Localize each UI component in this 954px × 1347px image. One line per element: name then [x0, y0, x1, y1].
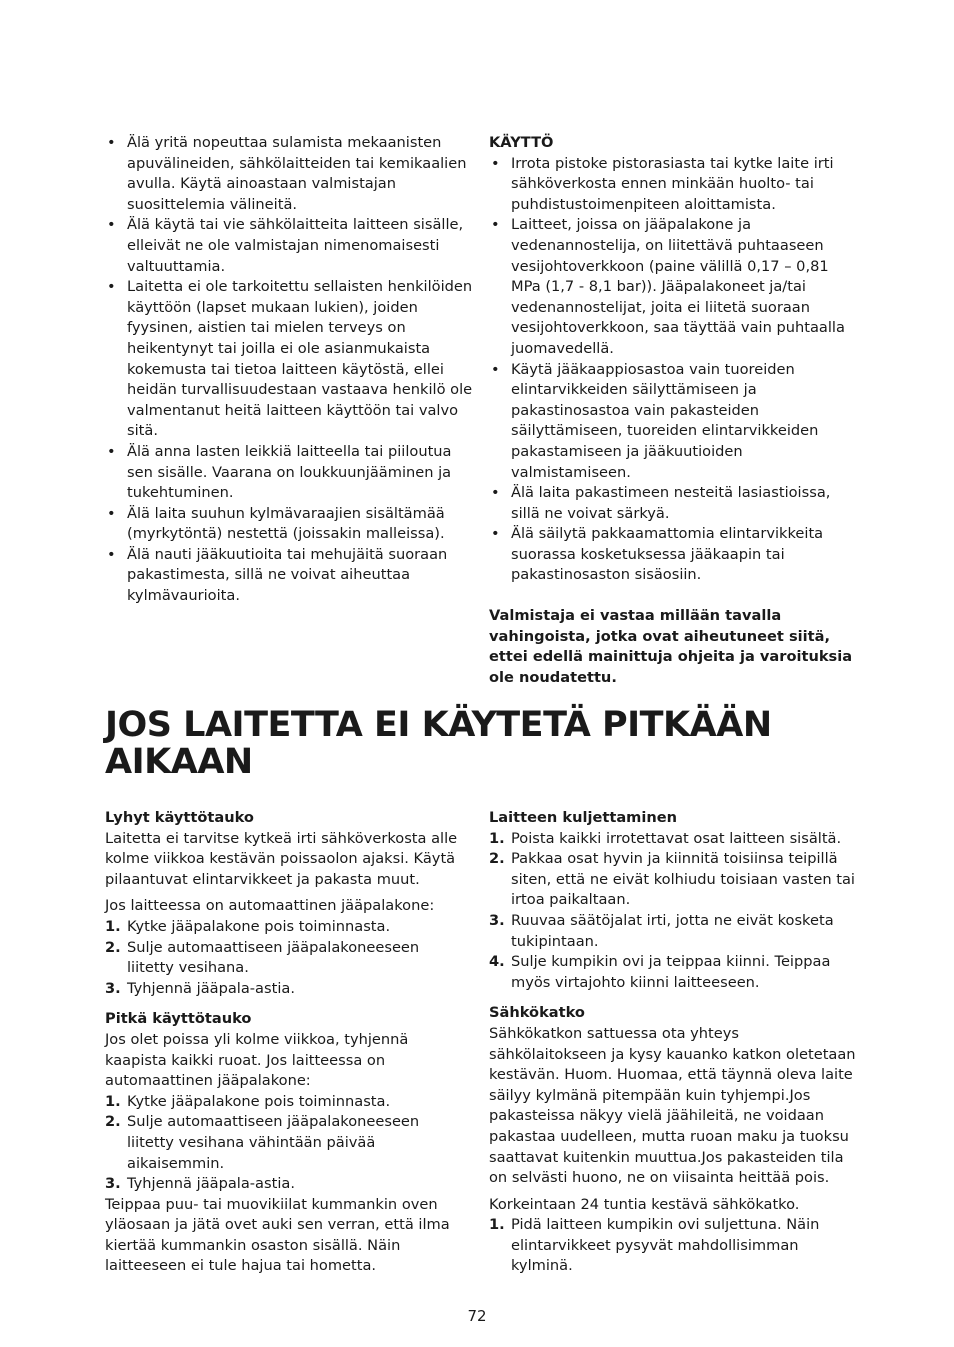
step-number: 1.	[489, 829, 505, 847]
bullet-item: • Älä säilytä pakkaamattomia elintarvikkeita suorassa kosketuksessa jääkaapin tai pakastinosaston sisäosiin.	[489, 524, 859, 586]
bullet-item: • Älä nauti jääkuutioita tai mehujäitä suoraan pakastimesta, sillä ne voivat aiheuttaa kylmävaurioita.	[105, 545, 475, 607]
step-number: 3.	[489, 911, 505, 929]
step-item	[489, 911, 859, 952]
safety-bullets-column	[105, 133, 475, 607]
bullet-item: • Älä laita suuhun kylmävaraajien sisältämää (myrkytöntä) nestettä (joissakin malleissa).	[105, 504, 475, 545]
step-item	[105, 917, 467, 938]
step-text: Poista kaikki irrotettavat osat laitteen sisältä.	[511, 829, 842, 847]
step-number: 3.	[105, 979, 121, 997]
liability-note: Valmistaja ei vastaa millään tavalla vahingoista, jotka ovat aiheutuneet siitä, ettei edellä mainittuja ohjeita ja varoituksia ole noudatettu.	[489, 607, 853, 686]
power-outage-text: Sähkökatkon sattuessa ota yhteys sähkölaitokseen ja kysy kauanko katkon oletetaan kestävän. Huom. Huomaa, että täynnä oleva laite säilyy kylmänä pitempään kuin tyhjempi.Jos pakasteissa näkyy vielä jäähileitä, ne voidaan pakastaa uudelleen, mutta ruoan maku ja tuoksu saattavat kuitenkin muuttua.Jos pakasteiden tila on selvästi huono, ne on viisainta heittää pois.	[489, 1024, 856, 1187]
usage-column	[489, 133, 859, 688]
section-title: JOS LAITETTA EI KÄYTETÄ PITKÄÄN AIKAAN	[105, 705, 772, 782]
step-number: 2.	[489, 850, 505, 868]
step-number: 2.	[105, 1113, 121, 1131]
step-item	[105, 1112, 467, 1174]
absence-column	[105, 808, 467, 1277]
step-text: Sulje automaattiseen jääpalakoneeseen liitetty vesihana vähintään päivää aikaisemmin.	[127, 1113, 420, 1172]
usage-heading: KÄYTTÖ	[489, 134, 554, 151]
step-item	[489, 952, 859, 993]
step-number: 2.	[105, 938, 121, 956]
short-break-steps	[105, 917, 467, 999]
step-number: 1.	[105, 1092, 121, 1110]
step-item	[489, 849, 859, 911]
short-break-heading: Lyhyt käyttötauko	[105, 809, 254, 826]
step-text: Sulje automaattiseen jääpalakoneeseen liitetty vesihana.	[127, 938, 420, 977]
usage-bullet-list	[489, 154, 859, 586]
long-break-after-text: Teippaa puu- tai muovikiilat kummankin oven yläosaan ja jätä ovet auki sen verran, että ilma kiertää kummankin osaston sisällä. Näin laitteeseen ei tule hajua tai hometta.	[105, 1195, 450, 1275]
step-item	[105, 1092, 467, 1113]
transport-power-column	[489, 808, 859, 1277]
step-number: 1.	[105, 917, 121, 935]
long-break-heading: Pitkä käyttötauko	[105, 1010, 252, 1028]
bullet-item: • Älä laita pakastimeen nesteitä lasiastioissa, sillä ne voivat särkyä.	[489, 483, 859, 524]
step-text: Ruuvaa säätöjalat irti, jotta ne eivät kosketa tukipintaan.	[511, 911, 834, 950]
bullet-item: • Laitetta ei ole tarkoitettu sellaisten henkilöiden käyttöön (lapset mukaan lukien), joiden fyysinen, aistien tai mielen terveys on heikentynyt tai joilla ei ole asianmukaista kokemusta tai tietoa laitteen käytöstä, ellei heidän turvallisuudestaan vastaava henkilö ole valmentanut heitä laitteen käyttöön tai valvo sitä.	[105, 277, 475, 442]
bullet-item: • Älä käytä tai vie sähkölaitteita laitteen sisälle, elleivät ne ole valmistajan nimenomaisesti valtuuttamia.	[105, 215, 475, 277]
step-text: Tyhjennä jääpala-astia.	[127, 1175, 295, 1193]
short-break-text: Laitetta ei tarvitse kytkeä irti sähköverkosta alle kolme viikkoa kestävän poissaolon ajaksi. Käytä pilaantuvat elintarvikkeet ja pakasta muut.	[105, 829, 458, 888]
step-number: 1.	[489, 1216, 505, 1234]
bullet-item: • Älä anna lasten leikkiä laitteella tai piiloutua sen sisälle. Vaarana on loukkuunjääminen ja tukehtuminen.	[105, 442, 475, 504]
transport-heading: Laitteen kuljettaminen	[489, 809, 678, 826]
step-item	[105, 938, 467, 979]
step-text: Pidä laitteen kumpikin ovi suljettuna. Näin elintarvikkeet pysyvät mahdollisimman kylminä.	[511, 1216, 820, 1275]
step-number: 4.	[489, 953, 505, 971]
bullet-item: • Irrota pistoke pistorasiasta tai kytke laite irti sähköverkosta ennen minkään huolto- tai puhdistustoimenpiteen aloittamista.	[489, 154, 859, 216]
step-number: 3.	[105, 1175, 121, 1193]
power-outage-heading: Sähkökatko	[489, 1004, 585, 1022]
step-text: Tyhjennä jääpala-astia.	[127, 979, 295, 997]
bullet-item: • Käytä jääkaappiosastoa vain tuoreiden elintarvikkeiden säilyttämiseen ja pakastinosastoa vain pakasteiden säilyttämiseen, tuoreiden elintarvikkeiden pakastamiseen ja jääkuutioiden valmistamiseen.	[489, 360, 859, 484]
safety-bullet-list	[105, 133, 475, 607]
step-item	[489, 829, 859, 850]
step-text: Kytke jääpalakone pois toiminnasta.	[127, 1092, 391, 1110]
step-text: Sulje kumpikin ovi ja teippaa kiinni. Teippaa myös virtajohto kiinni laitteeseen.	[511, 953, 831, 991]
power-outage-steps	[489, 1215, 859, 1277]
step-item	[489, 1215, 859, 1277]
step-item	[105, 1174, 467, 1195]
short-break-intro: Jos laitteessa on automaattinen jääpalakone:	[105, 897, 435, 915]
step-text: Kytke jääpalakone pois toiminnasta.	[127, 917, 391, 935]
long-break-text: Jos olet poissa yli kolme viikkoa, tyhjennä kaapista kaikki ruoat. Jos laitteessa on automaattinen jääpalakone:	[105, 1030, 409, 1090]
transport-steps	[489, 829, 859, 994]
page-number: 72	[467, 1307, 487, 1325]
step-text: Pakkaa osat hyvin ja kiinnitä toisiinsa teipillä siten, että ne eivät kolhiudu toisiaan vasten tai irtoa paikaltaan.	[511, 850, 855, 909]
bullet-item: • Älä yritä nopeuttaa sulamista mekaanisten apuvälineiden, sähkölaitteiden tai kemikaalien avulla. Käytä ainoastaan valmistajan suosittelemia välineitä.	[105, 133, 475, 215]
power-outage-intro: Korkeintaan 24 tuntia kestävä sähkökatko.	[489, 1195, 800, 1213]
long-break-steps	[105, 1092, 467, 1195]
step-item	[105, 979, 467, 1000]
bullet-item: • Laitteet, joissa on jääpalakone ja vedenannostelija, on liitettävä puhtaaseen vesijohtoverkkoon (paine välillä 0,17 – 0,81 MPa (1,7 - 8,1 bar)). Jääpalakoneet ja/tai vedenannostelijat, joita ei liitetä suoraan vesijohtoverkkoon, saa täyttää vain puhtaalla juomavedellä.	[489, 215, 859, 359]
